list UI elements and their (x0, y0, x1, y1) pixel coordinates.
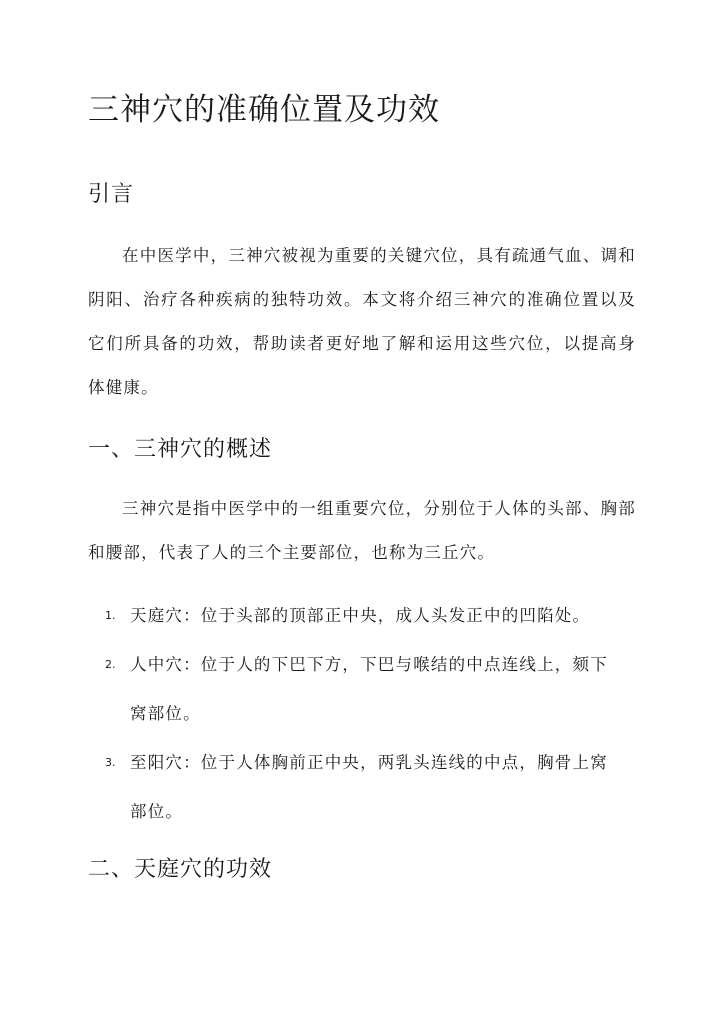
document-title: 三神穴的准确位置及功效 (88, 92, 440, 128)
list-item (105, 640, 625, 738)
acupoint-list (105, 591, 625, 836)
list-item-number: 2. (105, 658, 116, 671)
list-item-text: 至阳穴：位于人体胸前正中央，两乳头连线的中点，胸骨上窝部位。 (130, 753, 608, 821)
overview-paragraph: 三神穴是指中医学中的一组重要穴位，分别位于人体的头部、胸部和腰部，代表了人的三个主要部位，也称为三丘穴。 (88, 499, 636, 562)
section-heading-intro: 引言 (88, 182, 135, 207)
list-item-text: 人中穴：位于人的下巴下方，下巴与喉结的中点连线上，颏下窝部位。 (130, 655, 608, 723)
list-item (105, 591, 625, 640)
list-item-text: 天庭穴：位于头部的顶部正中央，成人头发正中的凹陷处。 (130, 606, 591, 625)
list-item (105, 738, 625, 836)
list-item-number: 1. (105, 609, 116, 622)
list-item-number: 3. (105, 756, 116, 769)
section-heading-overview: 一、三神穴的概述 (88, 437, 273, 462)
section-heading-tianting: 二、天庭穴的功效 (88, 857, 273, 882)
intro-paragraph: 在中医学中，三神穴被视为重要的关键穴位，具有疏通气血、调和阴阳、治疗各种疾病的独特功效。本文将介绍三神穴的准确位置以及它们所具备的功效，帮助读者更好地了解和运用这些穴位，以提高身体健康。 (88, 246, 636, 397)
